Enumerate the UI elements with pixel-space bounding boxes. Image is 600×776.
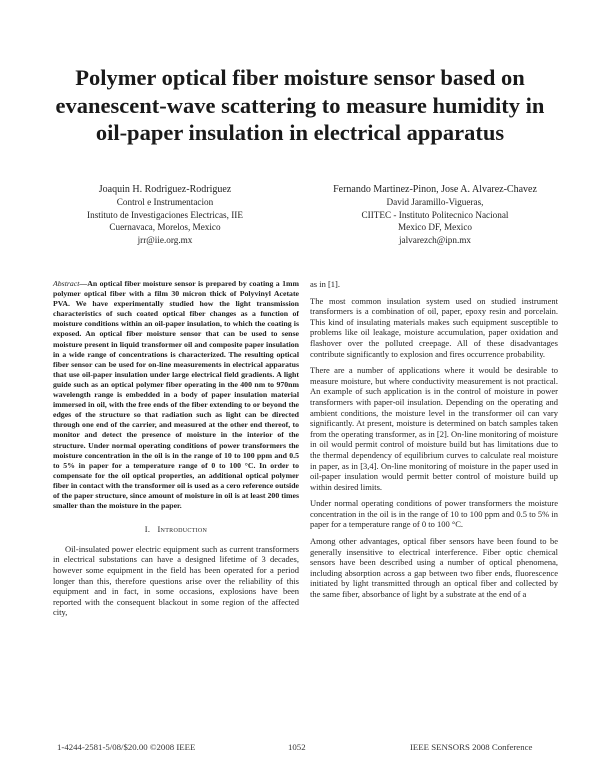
abstract (53, 279, 299, 511)
section-heading (53, 525, 299, 536)
author-location: Cuernavaca, Morelos, Mexico (109, 222, 221, 233)
author-name: Joaquin H. Rodriguez-Rodriguez (98, 184, 232, 195)
paragraph-1: as in [1]. (310, 279, 340, 289)
author-name: Fernando Martinez-Pinon, Jose A. Alvarez-Chavez (333, 184, 537, 195)
abstract-text: —An optical fiber moisture sensor is prepared by coating a 1mm polymer optical fiber with a film 30 micron thick of Polyvinyl Acetate PVA. We have experimentally studied how the light transmission characteristics of such coated optical fiber changes as a function of moisture conditions within an oil-paper insulation, to which the coating is exposed. An optical fiber moisture sensor that can be used to sense moisture present in liquid transformer oil and composite paper insulation in a wide range of concentrations is characterized. The resulting optical fiber sensor can be used for on-line measurements in electrical apparatus that use oil-paper insulation under large electrical field gradients. A light guide such as an optical polymer fiber operating in the 400 nm to 970nm wavelength range is embedded in a body of paper insulation material immersed in oil, with the free ends of the fiber extending to or beyond the edges of the structure so that radiation such as light can be directed through one end of the carrier, and measured at the other end thereof, to monitor and detect the presence of moisture in the interior of the structure. Under normal operating conditions of power transformers the moisture concentration in the oil is in the range of 10 to 100 ppm and 0.5 to 5% in paper for a temperature range of 0 to 100 °C. In order to compensate for the oil optical properties, an additional optical polymer fiber in contact with the transformer oil is used as a cero reference outside of the paper structure, since amount of moisture in oil is at least 200 times smaller than the moisture in the paper. (53, 279, 299, 511)
section-number: I. (144, 525, 151, 535)
author-name-cont: David Jaramillo-Vigueras, (386, 197, 484, 207)
section-title: Introduction (157, 525, 208, 535)
footer-page-number: 1052 (288, 742, 306, 752)
abstract-label: Abstract (53, 279, 80, 288)
author-block-2 (304, 183, 566, 246)
author-affiliation: Control e Instrumentacion (116, 197, 214, 207)
paragraph-5: Among other advantages, optical fiber sensors have been found to be generally insensitive to electrical interference. Fiber optic chemical sensors have been described using a number of optical phenomena, including absorption across a gap between two fiber ends, fluorescence initiated by light transmitted through an optical fiber and collected by the same fiber, absorbance of light by a substrate at the end of a (310, 536, 558, 600)
author-email: jrr@iie.org.mx (137, 234, 193, 245)
paragraph-2: The most common insulation system used on studied instrument transformers is a combination of oil, paper, epoxy resin and porcelain. This kind of insulating materials makes such equipment susceptible to problems like oil leakage, moisture accumulation, paper oxidation and flashover over the polluted creepage. All of these disadvantages contribute significantly to explosion and fires occurrence probability. (310, 295, 558, 359)
paper-title: Polymer optical fiber moisture sensor based on evanescent-wave scattering to measure humidity in oil-paper insulation in electrical apparatus (55, 65, 545, 145)
author-block-1 (40, 183, 290, 246)
right-column (310, 279, 558, 606)
intro-paragraph: Oil-insulated power electric equipment such as current transformers in electrical substations can have a designed lifetime of 3 decades, however some equipment in the field has been operated for a period longer than this, therefore questions arise over the reliability of this equipment and in fact, in some occasions, explosions have been reported with the consequent blackout in some region of the affected city, (53, 543, 299, 618)
footer-copyright: 1-4244-2581-5/08/$20.00 ©2008 IEEE (57, 742, 196, 752)
author-email: jalvarezch@ipn.mx (399, 234, 471, 245)
author-affiliation: Instituto de Investigaciones Electricas, IIE (87, 209, 243, 220)
author-affiliation: CIITEC - Instituto Politecnico Nacional (361, 209, 509, 220)
author-location: Mexico DF, Mexico (397, 222, 473, 233)
footer-conference: IEEE SENSORS 2008 Conference (410, 742, 533, 752)
paragraph-3: There are a number of applications where it would be desirable to measure moisture, but where conductivity measurement is not practical. An example of such application is in the control of moisture in power transformers with paper-oil insulation. Depending on the operating and ambient conditions, the moisture level in the transformer oil can vary significantly. At present, moisture is determined on batch samples taken from the operating transformer, as in [2]. On-line monitoring of moisture in oil would permit control of moisture build but has limitations due to the thermal dependency of equilibrium curves to calculate real moisture in paper, as in [3,4]. On-line monitoring of moisture in the paper used in oil-paper insulation would permit better control of moisture build up within desired limits. (310, 365, 558, 492)
left-column (53, 279, 299, 624)
paragraph-4: Under normal operating conditions of power transformers the moisture concentration in the oil is in the range of 10 to 100 ppm and 0.5 to 5% in paper for a temperature range of 0 to 100 °C. (310, 498, 558, 530)
